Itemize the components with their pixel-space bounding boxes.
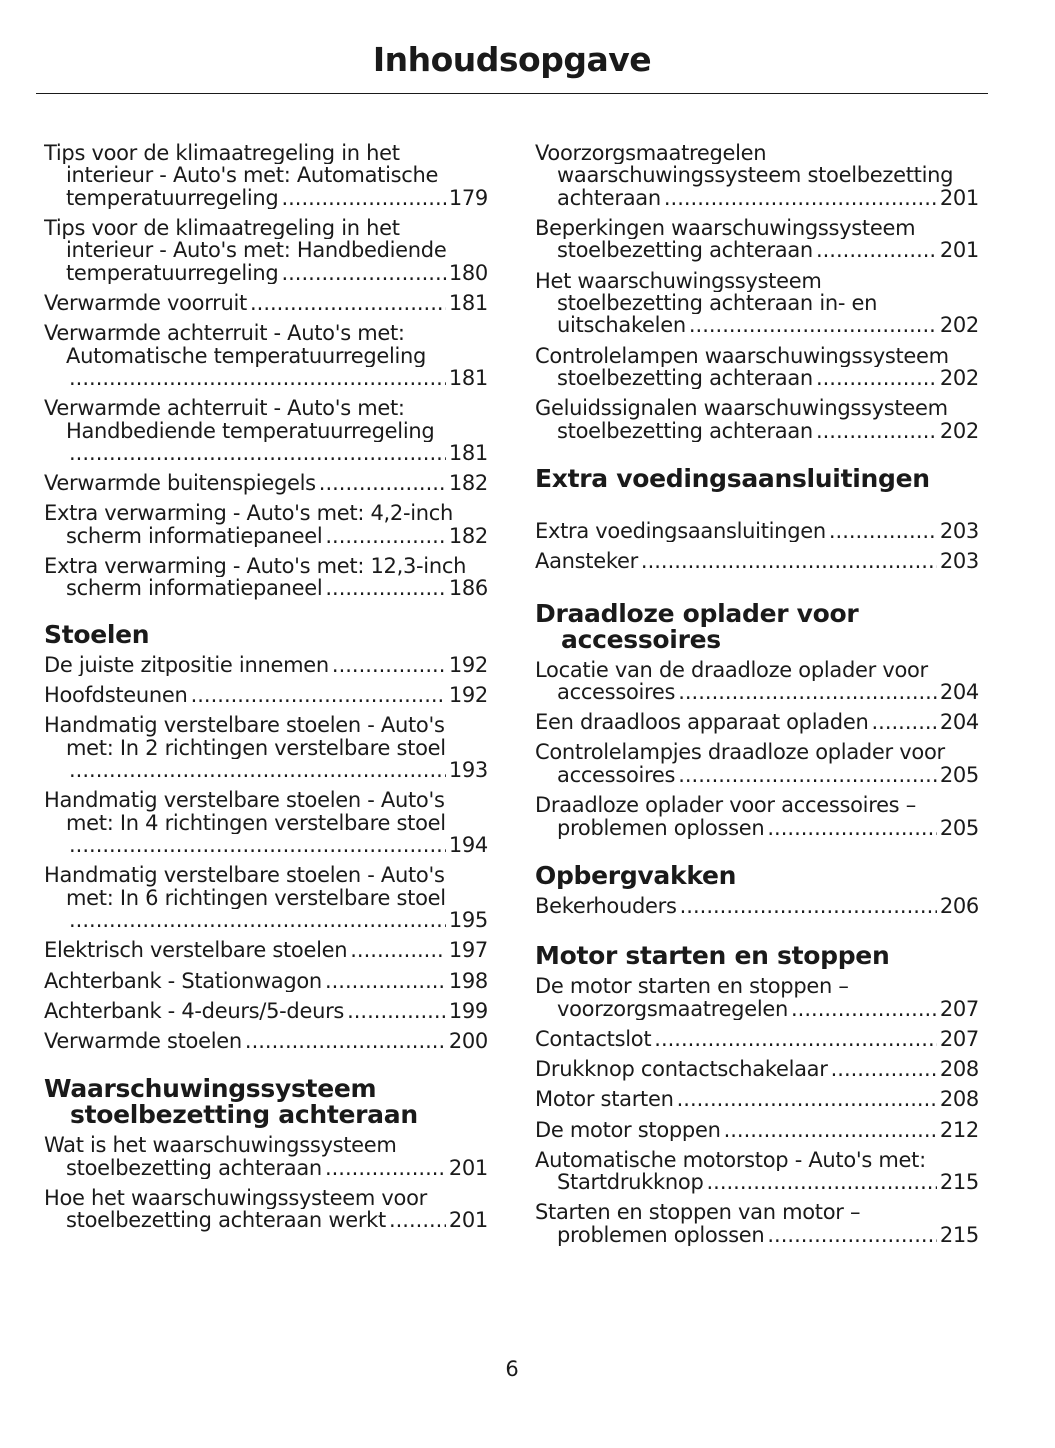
toc-entry-text: Tips voor de klimaatregeling in het [44, 142, 400, 165]
toc-entry-text: accessoires [557, 763, 676, 787]
dot-leader [69, 442, 446, 464]
dot-leader [831, 1058, 937, 1080]
toc-entry[interactable] [44, 684, 488, 706]
toc-entry[interactable] [535, 975, 979, 1020]
toc-entry[interactable] [44, 322, 488, 389]
dot-leader [816, 367, 937, 389]
toc-entry-line [44, 1157, 488, 1179]
toc-page-number[interactable]: 180 [448, 261, 488, 285]
toc-entry[interactable] [535, 895, 979, 917]
toc-entry-line [535, 1088, 979, 1110]
toc-entry-text: Contactslot [535, 1027, 652, 1051]
toc-entry[interactable] [44, 939, 488, 961]
toc-entry-line [44, 292, 488, 314]
toc-page-number[interactable]: 182 [448, 472, 488, 495]
toc-page-number[interactable]: 205 [939, 763, 979, 787]
section-heading-line: Opbergvakken [535, 862, 737, 889]
toc-entry-line [535, 1058, 979, 1080]
dot-leader [767, 817, 936, 839]
toc-entry[interactable] [535, 1119, 979, 1141]
toc-entry-line [44, 684, 488, 706]
toc-page-number[interactable]: 207 [939, 1027, 979, 1051]
toc-entry[interactable] [44, 1134, 488, 1179]
toc-entry-text: Wat is het waarschuwingssysteem [44, 1134, 397, 1157]
toc-entry-text: Aansteker [535, 550, 638, 573]
toc-entry-line [535, 314, 979, 336]
toc-entry-text: waarschuwingssysteem stoelbezetting [557, 164, 954, 187]
dot-leader [350, 939, 446, 961]
toc-entry-text: voorzorgsmaatregelen [557, 997, 788, 1021]
toc-entry[interactable] [44, 714, 488, 781]
toc-entry[interactable] [44, 654, 488, 676]
toc-entry-line [44, 322, 488, 344]
toc-entry-line [44, 187, 488, 209]
toc-entry[interactable] [44, 555, 488, 600]
toc-entry-line [535, 1224, 979, 1246]
toc-entry[interactable] [44, 472, 488, 494]
toc-entry-text: Extra verwarming - Auto's met: 4,2-inch [44, 502, 454, 525]
toc-entry-line [44, 1030, 488, 1052]
toc-entry-line [44, 502, 488, 524]
toc-entry-line [535, 1028, 979, 1050]
toc-entry-line [535, 187, 979, 209]
toc-entry-text: stoelbezetting achteraan [557, 239, 813, 262]
toc-page-number[interactable]: 200 [448, 1029, 488, 1053]
toc-entry-text: stoelbezetting achteraan [557, 367, 813, 390]
toc-entry[interactable] [535, 520, 979, 542]
toc-entry-text: scherm informatiepaneel [66, 524, 323, 548]
toc-entry-line [44, 262, 488, 284]
dot-leader [389, 1209, 446, 1231]
toc-entry-line [44, 1134, 488, 1156]
dot-leader [678, 764, 937, 786]
toc-entry-text: Bekerhouders [535, 894, 677, 918]
toc-entry-text: Achterbank - 4-deurs/5-deurs [44, 999, 345, 1023]
toc-entry-line [44, 909, 488, 931]
toc-entry-line [44, 142, 488, 164]
toc-entry-line [44, 737, 488, 759]
toc-entry-line [535, 397, 979, 419]
toc-entry-text: Automatische motorstop - Auto's met: [535, 1148, 926, 1172]
toc-entry-line [44, 525, 488, 547]
toc-page-number[interactable]: 181 [448, 367, 488, 390]
toc-entry[interactable] [44, 397, 488, 464]
toc-entry-line [44, 1187, 488, 1209]
section-heading-line: Stoelen [44, 621, 150, 648]
section-heading-line: accessoires [561, 626, 721, 653]
toc-entry-text: met: In 2 richtingen verstelbare stoel [66, 736, 446, 760]
toc-entry-text: Verwarmde buitenspiegels [44, 472, 316, 495]
dot-leader [250, 292, 446, 314]
toc-entry-text: problemen oplossen [557, 816, 765, 839]
toc-entry[interactable] [535, 217, 979, 262]
toc-entry-text: Hoe het waarschuwingssysteem voor [44, 1186, 427, 1210]
section-heading-line: stoelbezetting achteraan [70, 1102, 418, 1129]
dot-leader [281, 262, 445, 284]
toc-entry[interactable] [535, 711, 979, 733]
toc-entry-text: stoelbezetting achteraan werkt [66, 1209, 386, 1232]
toc-entry-text: Voorzorgsmaatregelen [535, 142, 767, 165]
toc-entry-text: De motor starten en stoppen – [535, 975, 849, 998]
toc-entry-line [535, 550, 979, 572]
toc-entry-line [535, 1119, 979, 1141]
toc-page-number[interactable]: 202 [939, 419, 979, 443]
toc-page-number[interactable]: 202 [939, 367, 979, 390]
dot-leader [641, 550, 937, 572]
toc-page-number[interactable]: 204 [939, 681, 979, 704]
toc-entry-line [44, 714, 488, 736]
toc-entry-line [535, 794, 979, 816]
toc-entry-text: Elektrisch verstelbare stoelen [44, 939, 348, 962]
dot-leader [325, 1157, 446, 1179]
dot-leader [689, 314, 937, 336]
toc-entry-text: Startdrukknop [557, 1171, 704, 1194]
toc-entry-line [535, 1149, 979, 1171]
toc-entry-text: De juiste zitpositie innemen [44, 653, 329, 677]
toc-entry-text: Motor starten [535, 1088, 674, 1111]
dot-leader [791, 998, 937, 1020]
toc-entry[interactable] [535, 270, 979, 337]
toc-entry-line [44, 420, 488, 442]
toc-entry-line [44, 887, 488, 909]
toc-entry-text: uitschakelen [557, 314, 686, 337]
toc-entry[interactable] [535, 1028, 979, 1050]
toc-page-number[interactable]: 203 [939, 550, 979, 573]
toc-entry[interactable] [535, 1088, 979, 1110]
toc-page-number[interactable]: 212 [939, 1118, 979, 1141]
toc-page-number[interactable]: 198 [448, 969, 488, 992]
toc-entry-line [44, 812, 488, 834]
dot-leader [706, 1171, 936, 1193]
toc-entry-line [535, 520, 979, 542]
section-heading-line: Motor starten en stoppen [535, 943, 890, 970]
section-heading [535, 466, 979, 492]
toc-entry-text: stoelbezetting achteraan [557, 419, 813, 443]
toc-entry-line [535, 711, 979, 733]
toc-entry-text: Drukknop contactschakelaar [535, 1058, 828, 1081]
toc-entry[interactable] [535, 1149, 979, 1194]
toc-entry[interactable] [44, 502, 488, 547]
dot-leader [677, 1088, 937, 1110]
toc-entry-line [44, 442, 488, 464]
toc-entry-text: Verwarmde voorruit [44, 292, 247, 315]
dot-leader [319, 472, 446, 494]
toc-entry-text: Controlelampen waarschuwingssysteem [535, 344, 949, 368]
toc-entry-line [535, 270, 979, 292]
toc-entry-line [535, 817, 979, 839]
toc-page-number[interactable]: 208 [939, 1058, 979, 1081]
toc-entry-text: Draadloze oplader voor accessoires – [535, 794, 916, 817]
toc-entry-line [44, 939, 488, 961]
toc-entry-line [535, 420, 979, 442]
toc-entry-line [44, 789, 488, 811]
toc-entry[interactable] [535, 345, 979, 390]
toc-entry-text: Tips voor de klimaatregeling in het [44, 217, 400, 240]
toc-page-number[interactable]: 208 [939, 1088, 979, 1111]
toc-entry-line [44, 759, 488, 781]
toc-entry-text: De motor stoppen [535, 1118, 721, 1141]
toc-entry-text: Een draadloos apparaat opladen [535, 711, 869, 734]
dot-leader [664, 187, 937, 209]
toc-entry-text: met: In 6 richtingen verstelbare stoel [66, 886, 446, 910]
toc-page-number[interactable]: 201 [448, 1209, 488, 1232]
toc-entry-line [535, 998, 979, 1020]
toc-entry-line [44, 367, 488, 389]
toc-entry-line [44, 217, 488, 239]
toc-page-number[interactable]: 206 [939, 894, 979, 918]
section-heading-line: Extra voedingsaansluitingen [535, 466, 930, 493]
dot-leader [816, 239, 937, 261]
toc-entry[interactable] [44, 217, 488, 284]
toc-entry-text: stoelbezetting achteraan [66, 1156, 322, 1180]
toc-entry-line [535, 895, 979, 917]
dot-leader [325, 577, 445, 599]
dot-leader [191, 684, 446, 706]
toc-entry-line [535, 764, 979, 786]
page-number: 6 [505, 1357, 519, 1381]
section-heading [535, 601, 979, 653]
toc-page-number[interactable]: 201 [939, 239, 979, 262]
toc-entry-text: Handmatig verstelbare stoelen - Auto's [44, 714, 445, 737]
toc-entry[interactable] [535, 1058, 979, 1080]
toc-entry-line [44, 555, 488, 577]
toc-page-number[interactable]: 202 [939, 314, 979, 337]
toc-entry[interactable] [44, 1000, 488, 1022]
toc-page-number[interactable]: 207 [939, 997, 979, 1021]
toc-entry-line [535, 142, 979, 164]
toc-page-number[interactable]: 192 [448, 653, 488, 677]
dot-leader [680, 895, 937, 917]
toc-entry-text: Handmatig verstelbare stoelen - Auto's [44, 789, 445, 812]
toc-entry-text: Handmatig verstelbare stoelen - Auto's [44, 864, 445, 887]
toc-page-number[interactable]: 182 [448, 524, 488, 548]
toc-column-right [535, 142, 979, 1254]
dot-leader [678, 681, 937, 703]
toc-entry-text: temperatuurregeling [66, 261, 279, 285]
dot-leader [829, 520, 937, 542]
toc-entry-line [535, 164, 979, 186]
dot-leader [69, 759, 446, 781]
toc-page-number[interactable]: 215 [939, 1223, 979, 1247]
toc-entry-line [44, 239, 488, 261]
toc-entry-line [535, 1201, 979, 1223]
toc-entry-line [44, 1000, 488, 1022]
toc-page-number[interactable]: 181 [448, 292, 488, 315]
dot-leader [332, 654, 446, 676]
toc-column-left [44, 142, 488, 1240]
section-heading [535, 943, 979, 969]
toc-page-number[interactable]: 193 [448, 759, 488, 782]
toc-page-number[interactable]: 201 [939, 186, 979, 210]
toc-entry-text: Beperkingen waarschuwingssysteem [535, 217, 916, 240]
dot-leader [654, 1028, 937, 1050]
toc-entry-text: Verwarmde achterruit - Auto's met: [44, 322, 405, 345]
toc-entry-line [535, 217, 979, 239]
toc-entry-text: accessoires [557, 681, 676, 704]
toc-entry-line [44, 834, 488, 856]
toc-page-number[interactable]: 195 [448, 909, 488, 932]
toc-page-number[interactable]: 181 [448, 442, 488, 465]
dot-leader [69, 834, 446, 856]
toc-entry-text: Starten en stoppen van motor – [535, 1201, 861, 1224]
toc-entry[interactable] [44, 1030, 488, 1052]
toc-entry-line [44, 397, 488, 419]
toc-entry-text: temperatuurregeling [66, 186, 279, 210]
dot-leader [724, 1119, 937, 1141]
dot-leader [281, 187, 445, 209]
dot-leader [767, 1224, 936, 1246]
dot-leader [69, 909, 446, 931]
toc-entry[interactable] [535, 397, 979, 442]
page-title: Inhoudsopgave [372, 40, 652, 79]
toc-entry-line [44, 472, 488, 494]
toc-entry[interactable] [44, 292, 488, 314]
toc-entry-line [535, 239, 979, 261]
toc-entry[interactable] [44, 970, 488, 992]
toc-page-number[interactable]: 204 [939, 711, 979, 734]
toc-entry-text: Hoofdsteunen [44, 684, 188, 707]
toc-entry-text: achteraan [557, 186, 661, 210]
toc-entry-text: Verwarmde achterruit - Auto's met: [44, 397, 405, 420]
toc-entry-text: Automatische temperatuurregeling [66, 344, 427, 368]
toc-entry-text: problemen oplossen [557, 1223, 765, 1247]
toc-entry-line [535, 741, 979, 763]
dot-leader [816, 420, 937, 442]
toc-entry-text: interieur - Auto's met: Handbediende [66, 239, 447, 262]
toc-entry-text: Geluidssignalen waarschuwingssysteem [535, 397, 948, 420]
section-heading [44, 622, 488, 648]
toc-entry-line [44, 345, 488, 367]
toc-page-number[interactable]: 199 [448, 999, 488, 1023]
toc-entry-line [44, 864, 488, 886]
toc-entry-text: interieur - Auto's met: Automatische [66, 164, 439, 187]
toc-page-number[interactable]: 192 [448, 684, 488, 707]
toc-entry-line [44, 1209, 488, 1231]
toc-entry-text: Locatie van de draadloze oplader voor [535, 658, 928, 682]
toc-entry-text: Extra verwarming - Auto's met: 12,3-inch [44, 555, 467, 578]
toc-entry-line [44, 970, 488, 992]
toc-entry-line [44, 654, 488, 676]
toc-entry-text: met: In 4 richtingen verstelbare stoel [66, 811, 446, 835]
toc-entry-text: Het waarschuwingssysteem [535, 269, 822, 293]
toc-entry-line [535, 1171, 979, 1193]
toc-entry-text: Achterbank - Stationwagon [44, 969, 322, 992]
title-divider [36, 93, 988, 94]
section-heading [535, 863, 979, 889]
toc-page-number[interactable]: 201 [448, 1156, 488, 1180]
toc-entry-text: scherm informatiepaneel [66, 577, 323, 600]
toc-page-number[interactable]: 205 [939, 816, 979, 839]
toc-entry[interactable] [535, 794, 979, 839]
toc-entry[interactable] [44, 142, 488, 209]
toc-page-number[interactable]: 186 [448, 577, 488, 600]
toc-page-number[interactable]: 203 [939, 520, 979, 543]
toc-entry-line [44, 577, 488, 599]
toc-entry[interactable] [535, 1201, 979, 1246]
toc-entry[interactable] [44, 864, 488, 931]
section-heading [44, 1076, 488, 1128]
toc-entry-line [535, 659, 979, 681]
toc-entry-line [44, 164, 488, 186]
section-heading-line: Waarschuwingssysteem [44, 1076, 377, 1103]
toc-entry-text: Handbediende temperatuurregeling [66, 419, 435, 443]
toc-entry-line [535, 975, 979, 997]
toc-entry-text: Verwarmde stoelen [44, 1029, 242, 1053]
toc-page-number[interactable]: 215 [939, 1171, 979, 1194]
toc-entry-text: stoelbezetting achteraan in- en [557, 292, 878, 315]
toc-entry-line [535, 367, 979, 389]
dot-leader [871, 711, 936, 733]
dot-leader [347, 1000, 446, 1022]
toc-entry-text: Extra voedingsaansluitingen [535, 520, 826, 543]
section-heading-line: Draadloze oplader voor [535, 600, 859, 627]
toc-entry-line [535, 292, 979, 314]
dot-leader [325, 970, 446, 992]
dot-leader [245, 1030, 446, 1052]
toc-page-number[interactable]: 197 [448, 939, 488, 962]
toc-entry[interactable] [535, 741, 979, 786]
toc-entry[interactable] [535, 142, 979, 209]
toc-entry-line [535, 345, 979, 367]
toc-entry[interactable] [44, 1187, 488, 1232]
toc-entry-text: Controlelampjes draadloze oplader voor [535, 741, 945, 764]
toc-page-number[interactable]: 194 [448, 834, 488, 857]
toc-page-number[interactable]: 179 [448, 186, 488, 210]
dot-leader [69, 367, 446, 389]
dot-leader [325, 525, 445, 547]
toc-entry[interactable] [535, 659, 979, 704]
toc-entry[interactable] [535, 550, 979, 572]
toc-entry-line [535, 681, 979, 703]
toc-entry[interactable] [44, 789, 488, 856]
